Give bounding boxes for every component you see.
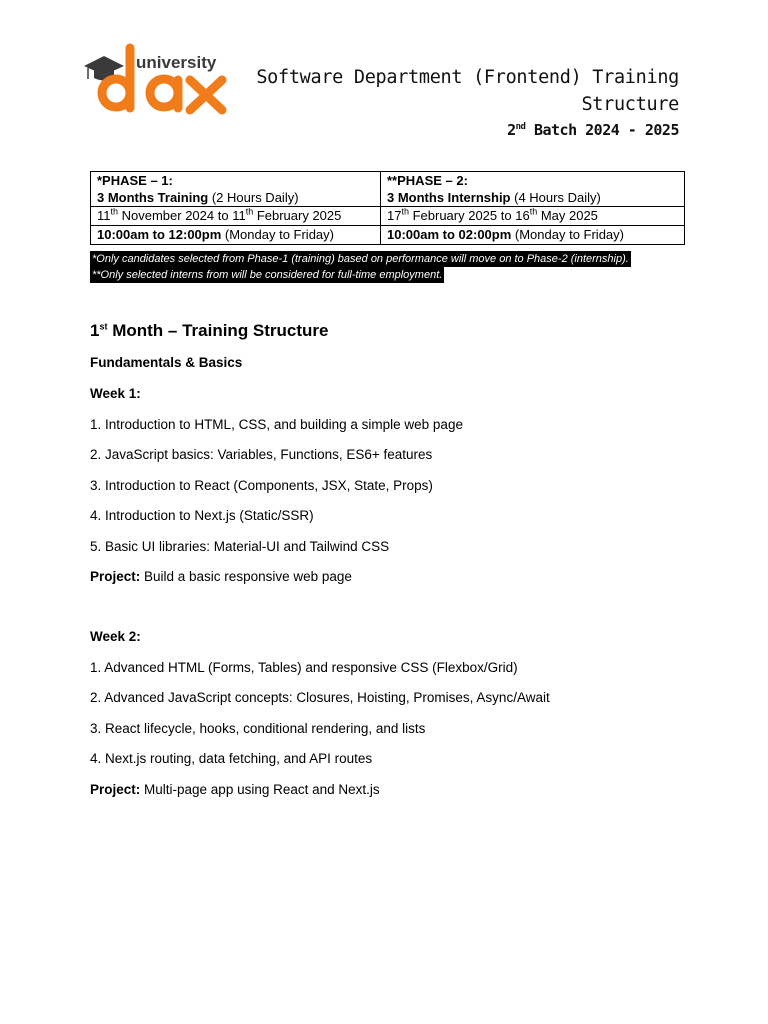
- phase-2-dates-cell: 17th February 2025 to 16th May 2025: [381, 207, 685, 226]
- phase-note-2: **Only selected interns from will be considered for full-time employment.: [92, 269, 443, 281]
- list-item: 1. Introduction to HTML, CSS, and building a simple web page: [90, 416, 463, 432]
- training-structure-content: [90, 318, 690, 800]
- section-heading: Fundamentals & Basics: [90, 355, 243, 370]
- week-1-project: Project: Build a basic responsive web page: [90, 569, 352, 584]
- phase-2-time-cell: 10:00am to 02:00pm (Monday to Friday): [381, 226, 685, 245]
- list-item: 5. Basic UI libraries: Material-UI and Tailwind CSS: [90, 538, 390, 554]
- batch-subtitle: 2nd Batch 2024 - 2025: [507, 121, 679, 139]
- month-heading: 1st Month – Training Structure: [90, 321, 329, 340]
- phase-note-1: *Only candidates selected from Phase-1 (training) based on performance will move on to Phase-2 (internship).: [92, 253, 629, 265]
- list-item: 4. Introduction to Next.js (Static/SSR): [90, 508, 314, 523]
- week-1-heading: Week 1:: [90, 386, 141, 401]
- list-item: 3. React lifecycle, hooks, conditional rendering, and lists: [90, 720, 426, 736]
- week-2-project: Project: Multi-page app using React and Next.js: [90, 781, 380, 797]
- table-row: [91, 207, 685, 226]
- phase-notes: [90, 251, 631, 283]
- graduation-cap-icon: [84, 56, 124, 75]
- week-2-heading: Week 2:: [90, 629, 141, 644]
- list-item: 4. Next.js routing, data fetching, and API routes: [90, 751, 373, 766]
- list-item: 3. Introduction to React (Components, JSX, State, Props): [90, 477, 433, 493]
- university-dax-logo: [82, 42, 238, 118]
- phase-1-header-cell: *PHASE – 1: 3 Months Training (2 Hours Daily): [91, 172, 381, 207]
- document-title-line-2: Structure: [581, 94, 679, 115]
- list-item: 2. Advanced JavaScript concepts: Closures, Hoisting, Promises, Async/Await: [90, 690, 550, 705]
- phases-table: [90, 171, 685, 245]
- table-row: [91, 226, 685, 245]
- logo-university-text: university: [136, 53, 217, 72]
- document-title-block: [256, 64, 679, 142]
- phase-1-dates-cell: 11th November 2024 to 11th February 2025: [91, 207, 381, 226]
- list-item: 2. JavaScript basics: Variables, Functions, ES6+ features: [90, 447, 433, 462]
- document-title-line-1: Software Department (Frontend) Training: [256, 67, 679, 88]
- phase-2-header-cell: **PHASE – 2: 3 Months Internship (4 Hours Daily): [381, 172, 685, 207]
- list-item: 1. Advanced HTML (Forms, Tables) and responsive CSS (Flexbox/Grid): [90, 659, 518, 675]
- phase-1-time-cell: 10:00am to 12:00pm (Monday to Friday): [91, 226, 381, 245]
- table-row: [91, 172, 685, 207]
